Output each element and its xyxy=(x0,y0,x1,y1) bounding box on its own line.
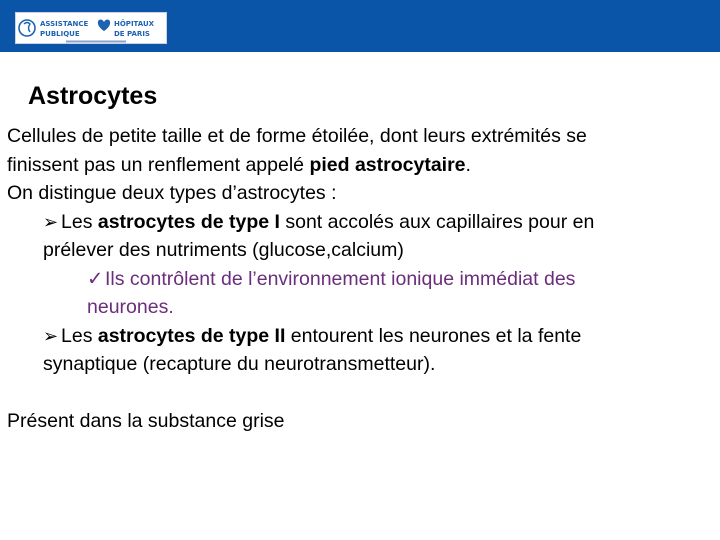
logo-emblem xyxy=(18,15,90,41)
arrow-bullet-icon: ➢ xyxy=(43,211,59,232)
bold-term: astrocytes de type II xyxy=(97,324,286,347)
bullet-continuation: prélever des nutriments (glucose,calcium) xyxy=(43,239,404,261)
paragraph-line: On distingue deux types d’astrocytes : xyxy=(7,182,337,204)
aphp-logo xyxy=(15,12,167,44)
paragraph-line: Cellules de petite taille et de forme étoilée, dont leurs extrémités se xyxy=(7,125,587,147)
text-run: entourent les neurones et la fente xyxy=(285,324,582,347)
arrow-bullet-icon: ➢ xyxy=(43,325,59,346)
logo-heart xyxy=(96,15,166,41)
text-run: Les xyxy=(61,324,98,347)
text-run: finissent pas un renflement appelé xyxy=(7,153,310,176)
check-bullet-icon: ✓ xyxy=(87,267,104,290)
bullet-item xyxy=(7,208,713,237)
slide-title: Astrocytes xyxy=(28,82,158,110)
bullet-item xyxy=(7,322,713,351)
bold-term: pied astrocytaire xyxy=(309,153,466,176)
bullet-continuation: synaptique (recapture du neurotransmetteur). xyxy=(43,353,436,375)
svg-text:ASSISTANCE: ASSISTANCE xyxy=(40,20,89,28)
sub-bullet-item xyxy=(7,265,713,294)
logo-subtext xyxy=(66,39,126,44)
text-run: . xyxy=(465,153,471,176)
slide-body xyxy=(7,122,713,436)
text-run: Les xyxy=(61,210,98,233)
text-run: sont accolés aux capillaires pour en xyxy=(279,210,595,233)
svg-text:HÔPITAUX: HÔPITAUX xyxy=(114,20,155,28)
paragraph-line xyxy=(7,151,713,180)
svg-text:DE PARIS: DE PARIS xyxy=(114,30,150,38)
paragraph-line: Présent dans la substance grise xyxy=(7,410,285,432)
bold-term: astrocytes de type I xyxy=(97,210,280,233)
text-run: Ils contrôlent de l’environnement ionique immédiat des xyxy=(105,267,576,290)
sub-bullet-continuation: neurones. xyxy=(87,296,174,318)
header-bar xyxy=(0,0,720,52)
svg-text:PUBLIQUE: PUBLIQUE xyxy=(40,30,80,38)
spacer xyxy=(7,379,713,408)
